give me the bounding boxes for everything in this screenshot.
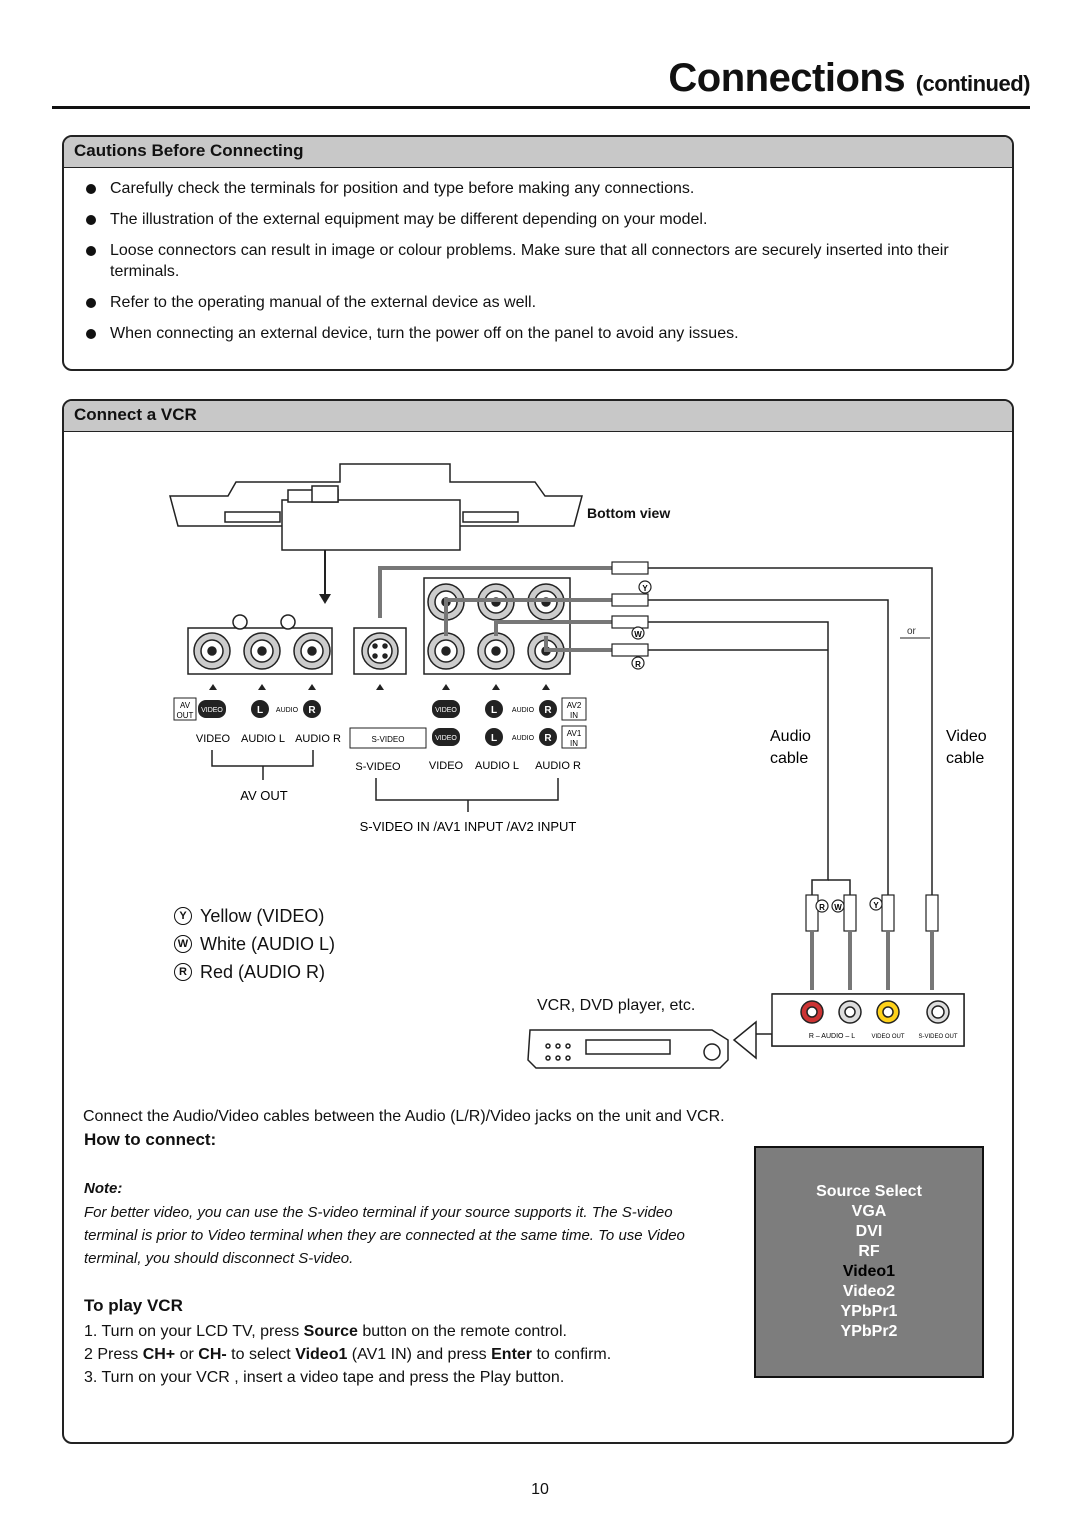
caution-item: Refer to the operating manual of the external device as well.	[86, 292, 996, 313]
audio-cable-label-2: cable	[770, 750, 809, 767]
s-video-jack	[354, 628, 406, 674]
svg-text:AV: AV	[179, 701, 191, 710]
audio-cable-label: Audio	[770, 728, 811, 745]
jack-icon	[478, 633, 514, 669]
source-option: DVI	[855, 1223, 883, 1240]
svg-text:AV1: AV1	[566, 729, 582, 738]
svg-text:L: L	[256, 705, 264, 716]
legend-item	[174, 902, 335, 930]
source-option: RF	[858, 1243, 880, 1260]
svg-text:VIDEO: VIDEO	[201, 707, 223, 714]
how-to-connect-heading: How to connect:	[84, 1130, 217, 1149]
step-1: 1. Turn on your LCD TV, press Source button on the remote control.	[84, 1323, 567, 1340]
page-number: 10	[531, 1481, 549, 1498]
video-cable-label: Video	[946, 728, 987, 745]
inputs-label: S-VIDEO IN /AV1 INPUT /AV2 INPUT	[359, 819, 577, 834]
source-option: VGA	[851, 1203, 887, 1220]
svg-text:VIDEO: VIDEO	[435, 707, 457, 714]
vcr-jack-audio-label: R – AUDIO – L	[808, 1033, 856, 1040]
legend-text: White (AUDIO L)	[200, 934, 336, 954]
svg-text:IN: IN	[570, 739, 578, 748]
w-marker-label: W	[634, 630, 642, 639]
r-circle-icon: R	[174, 963, 192, 981]
video-plug	[612, 594, 648, 606]
svg-text:AUDIO R: AUDIO R	[535, 760, 581, 772]
svg-text:AUDIO R: AUDIO R	[295, 733, 341, 745]
svg-text:VIDEO: VIDEO	[428, 760, 464, 772]
jack-icon	[428, 633, 464, 669]
source-option-selected: Video1	[842, 1263, 896, 1280]
legend-text: Red (AUDIO R)	[200, 962, 326, 982]
to-play-vcr-heading: To play VCR	[84, 1296, 183, 1315]
svg-text:L: L	[490, 705, 498, 716]
arrow-down-icon	[319, 594, 331, 604]
bottom-view-label: Bottom view	[587, 505, 671, 521]
source-option: YPbPr1	[840, 1303, 898, 1320]
source-option: Video2	[842, 1283, 896, 1300]
color-legend	[174, 902, 335, 986]
note-heading: Note:	[84, 1180, 123, 1197]
step-3: 3. Turn on your VCR , insert a video tape and press the Play button.	[84, 1369, 565, 1386]
svg-text:S-VIDEO: S-VIDEO	[355, 761, 401, 773]
svg-text:S-VIDEO: S-VIDEO	[371, 735, 405, 744]
jack-icon	[194, 633, 230, 669]
y-marker-label: Y	[873, 901, 879, 910]
svg-text:R: R	[544, 705, 552, 716]
svg-text:IN: IN	[570, 711, 578, 720]
svg-text:L: L	[490, 733, 498, 744]
svg-text:AUDIO L: AUDIO L	[240, 733, 286, 745]
svg-text:AV2: AV2	[566, 701, 582, 710]
svg-text:R: R	[308, 705, 316, 716]
vcr-cables	[812, 931, 932, 990]
w-circle-icon: W	[174, 935, 192, 953]
r-marker-label: R	[819, 903, 825, 912]
svg-text:AUDIO: AUDIO	[275, 707, 299, 714]
cable-plugs	[612, 562, 648, 656]
caution-item: Loose connectors can result in image or colour problems. Make sure that all connectors are securely inserted into their terminals.	[86, 240, 996, 282]
source-select-menu	[754, 1146, 984, 1378]
svg-text:AUDIO: AUDIO	[511, 735, 535, 742]
video-cable-label-2: cable	[946, 750, 985, 767]
jack-icon	[294, 633, 330, 669]
legend-text: Yellow (VIDEO)	[200, 906, 325, 926]
vcr-jack-panel	[734, 994, 964, 1058]
caution-item: When connecting an external device, turn the power off on the panel to avoid any issues.	[86, 323, 996, 344]
connect-vcr-heading: Connect a VCR	[64, 401, 1012, 432]
s-video-plug	[612, 562, 648, 574]
svg-text:AUDIO L: AUDIO L	[474, 760, 520, 772]
or-label: or	[907, 626, 916, 637]
svg-text:R: R	[544, 733, 552, 744]
note-text: For better video, you can use the S-video terminal if your source supports it. The S-video terminal is prior to Video terminal when they are connected at the same time. To use Video terminal, you should disconnect S-video.	[84, 1204, 685, 1267]
r-marker-label: R	[635, 660, 641, 669]
page-title-continued: (continued)	[915, 71, 1030, 96]
w-marker-label: W	[834, 903, 842, 912]
y-marker-label: Y	[642, 584, 648, 593]
svg-text:VIDEO: VIDEO	[195, 733, 231, 745]
page-title-main: Connections	[668, 56, 906, 100]
svg-text:VIDEO: VIDEO	[435, 735, 457, 742]
source-select-title: Source Select	[816, 1183, 922, 1200]
port-labels	[174, 684, 586, 773]
y-circle-icon: Y	[174, 907, 192, 925]
av-out-label: AV OUT	[240, 788, 288, 803]
caution-item: Carefully check the terminals for position and type before making any connections.	[86, 178, 996, 199]
tv-bottom-view	[170, 464, 582, 550]
connect-instruction: Connect the Audio/Video cables between the Audio (L/R)/Video jacks on the unit and VCR.	[83, 1108, 725, 1125]
audio-r-plug	[612, 644, 648, 656]
legend-item	[174, 958, 335, 986]
play-steps	[84, 1320, 611, 1389]
cautions-heading: Cautions Before Connecting	[64, 137, 1012, 168]
vcr-device-label: VCR, DVD player, etc.	[537, 997, 696, 1014]
legend-item	[174, 930, 335, 958]
vcr-jack-svideo-label: S-VIDEO OUT	[918, 1034, 958, 1040]
source-option: YPbPr2	[840, 1323, 898, 1340]
svg-text:OUT: OUT	[176, 711, 194, 720]
caution-item: The illustration of the external equipment may be different depending on your model.	[86, 209, 996, 230]
vcr-jack-video-label: VIDEO OUT	[871, 1034, 905, 1040]
vcr-side-plugs	[806, 895, 938, 931]
audio-l-plug	[612, 616, 648, 628]
step-2: 2 Press CH+ or CH- to select Video1 (AV1 IN) and press Enter to confirm.	[84, 1346, 612, 1363]
svg-text:AUDIO: AUDIO	[511, 707, 535, 714]
jack-icon	[244, 633, 280, 669]
av-out-jacks	[188, 615, 332, 674]
vcr-device-icon	[528, 1030, 728, 1068]
